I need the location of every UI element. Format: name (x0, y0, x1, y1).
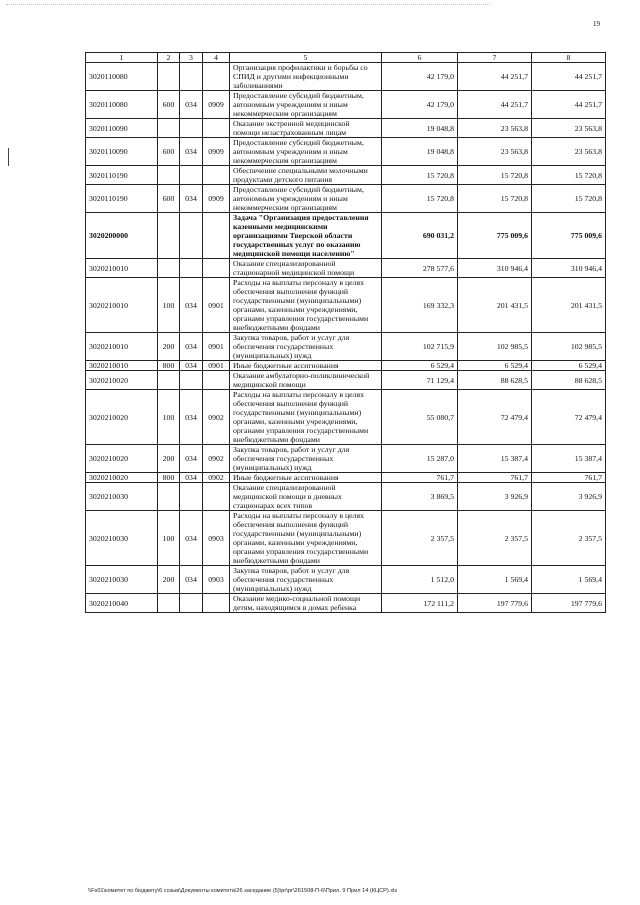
row-section: 0902 (203, 390, 230, 445)
row-expense-type (158, 483, 180, 511)
row-value-6: 1 512,0 (382, 566, 458, 594)
table-row (86, 333, 606, 361)
row-code: 3020210020 (86, 445, 158, 473)
row-code: 3020210030 (86, 566, 158, 594)
row-code: 3020210010 (86, 278, 158, 333)
col-header-2: 2 (158, 53, 180, 63)
table-row (86, 138, 606, 166)
row-name: Предоставление субсидий бюджетным, автономным учреждениям и иным некоммерческим организациям (230, 91, 382, 119)
row-department: 034 (180, 278, 203, 333)
header-row (86, 53, 606, 63)
row-department (180, 119, 203, 138)
row-value-8: 1 569,4 (532, 566, 606, 594)
row-name: Оказание амбулаторно-поликлинической медицинской помощи (230, 371, 382, 390)
row-name: Оказание экстренной медицинской помощи незастрахованным лицам (230, 119, 382, 138)
row-code: 3020210030 (86, 483, 158, 511)
row-value-7: 88 628,5 (458, 371, 532, 390)
row-name: Оказание специализированной медицинской помощи в дневных стационарах всех типов (230, 483, 382, 511)
row-name: Оказание специализированной стационарной медицинской помощи (230, 259, 382, 278)
row-expense-type (158, 119, 180, 138)
table-row (86, 91, 606, 119)
row-value-7: 23 563,8 (458, 138, 532, 166)
row-name: Предоставление субсидий бюджетным, автономным учреждениям и иным некоммерческим организациям (230, 138, 382, 166)
row-section (203, 371, 230, 390)
row-department: 034 (180, 390, 203, 445)
row-value-7: 761,7 (458, 473, 532, 483)
row-section: 0903 (203, 511, 230, 566)
row-department: 034 (180, 511, 203, 566)
col-header-1: 1 (86, 53, 158, 63)
row-section (203, 594, 230, 613)
row-value-6: 15 287,0 (382, 445, 458, 473)
row-expense-type: 600 (158, 91, 180, 119)
row-value-7: 15 720,8 (458, 185, 532, 213)
row-value-7: 1 569,4 (458, 566, 532, 594)
row-department: 034 (180, 361, 203, 371)
row-code: 3020210010 (86, 333, 158, 361)
row-value-6: 55 080,7 (382, 390, 458, 445)
row-section (203, 213, 230, 259)
row-value-7: 2 357,5 (458, 511, 532, 566)
row-department: 034 (180, 333, 203, 361)
row-section: 0902 (203, 473, 230, 483)
row-expense-type (158, 371, 180, 390)
row-value-8: 23 563,8 (532, 138, 606, 166)
scan-artifact-line (6, 4, 490, 6)
col-header-3: 3 (180, 53, 203, 63)
row-department: 034 (180, 185, 203, 213)
row-value-8: 23 563,8 (532, 119, 606, 138)
row-code: 3020210020 (86, 473, 158, 483)
row-expense-type: 800 (158, 473, 180, 483)
table-row (86, 566, 606, 594)
row-value-8: 2 357,5 (532, 511, 606, 566)
row-department (180, 594, 203, 613)
row-value-8: 44 251,7 (532, 63, 606, 91)
table-row (86, 213, 606, 259)
row-expense-type: 800 (158, 361, 180, 371)
row-code: 3020110080 (86, 91, 158, 119)
row-value-8: 44 251,7 (532, 91, 606, 119)
table-row (86, 119, 606, 138)
row-name: Расходы на выплаты персоналу в целях обеспечения выполнения функций государственными (муниципальными) органами, казенными учреждениями, органами управления государственными внебюджетными фондами (230, 278, 382, 333)
row-section (203, 166, 230, 185)
row-value-7: 3 926,9 (458, 483, 532, 511)
row-value-7: 775 009,6 (458, 213, 532, 259)
row-value-6: 278 577,6 (382, 259, 458, 278)
table-row (86, 371, 606, 390)
row-value-6: 172 111,2 (382, 594, 458, 613)
table-row (86, 166, 606, 185)
row-expense-type: 200 (158, 333, 180, 361)
row-value-7: 44 251,7 (458, 91, 532, 119)
row-code: 3020210010 (86, 259, 158, 278)
row-name: Организация профилактики и борьбы со СПИД и другими инфекционными заболеваниями (230, 63, 382, 91)
row-expense-type (158, 213, 180, 259)
row-value-6: 690 031,2 (382, 213, 458, 259)
row-name: Иные бюджетные ассигнования (230, 361, 382, 371)
row-name: Расходы на выплаты персоналу в целях обеспечения выполнения функций государственными (муниципальными) органами, казенными учреждениями, органами управления государственными внебюджетными фондами (230, 511, 382, 566)
row-name: Задача "Организация предоставления казенными медицинскими организациями Тверской области государственных услуг по оказанию медицинской помощи населению" (230, 213, 382, 259)
row-code: 3020210020 (86, 371, 158, 390)
row-value-8: 15 387,4 (532, 445, 606, 473)
row-value-7: 15 720,8 (458, 166, 532, 185)
row-expense-type: 600 (158, 185, 180, 213)
row-section: 0909 (203, 138, 230, 166)
row-value-6: 15 720,8 (382, 185, 458, 213)
row-value-7: 15 387,4 (458, 445, 532, 473)
row-value-6: 761,7 (382, 473, 458, 483)
row-value-6: 71 129,4 (382, 371, 458, 390)
row-value-8: 15 720,8 (532, 166, 606, 185)
row-section (203, 483, 230, 511)
row-section (203, 119, 230, 138)
table-row (86, 390, 606, 445)
row-value-7: 44 251,7 (458, 63, 532, 91)
row-department (180, 166, 203, 185)
row-value-6: 6 529,4 (382, 361, 458, 371)
table-row (86, 259, 606, 278)
row-value-8: 102 985,5 (532, 333, 606, 361)
row-value-8: 201 431,5 (532, 278, 606, 333)
row-section: 0901 (203, 361, 230, 371)
table-row (86, 185, 606, 213)
row-code: 3020210030 (86, 511, 158, 566)
file-path-footer: \\Fs01\комитет по бюджету\6 созыв\Документы комитета\26 заседание (5)\рг\рг\261508-П-6\Прил. 9 Прил 14 (КЦСР).xls (88, 888, 398, 894)
row-section: 0902 (203, 445, 230, 473)
row-name: Закупка товаров, работ и услуг для обеспечения государственных (муниципальных) нужд (230, 333, 382, 361)
row-expense-type (158, 166, 180, 185)
row-value-7: 102 985,5 (458, 333, 532, 361)
row-value-8: 761,7 (532, 473, 606, 483)
row-department (180, 259, 203, 278)
row-department: 034 (180, 473, 203, 483)
row-expense-type: 100 (158, 511, 180, 566)
row-name: Предоставление субсидий бюджетным, автономным учреждениям и иным некоммерческим организациям (230, 185, 382, 213)
row-value-6: 42 179,0 (382, 91, 458, 119)
row-name: Оказание медико-социальной помощи детям, находящимся в домах ребенка (230, 594, 382, 613)
row-value-8: 310 946,4 (532, 259, 606, 278)
row-department (180, 371, 203, 390)
row-expense-type (158, 63, 180, 91)
row-value-6: 3 869,5 (382, 483, 458, 511)
row-value-8: 197 779,6 (532, 594, 606, 613)
row-value-6: 102 715,9 (382, 333, 458, 361)
row-code: 3020210020 (86, 390, 158, 445)
row-code: 3020110190 (86, 185, 158, 213)
row-value-8: 88 628,5 (532, 371, 606, 390)
row-section: 0901 (203, 278, 230, 333)
row-section: 0909 (203, 91, 230, 119)
row-department (180, 63, 203, 91)
table-row (86, 445, 606, 473)
col-header-5: 5 (230, 53, 382, 63)
row-department: 034 (180, 91, 203, 119)
row-expense-type (158, 594, 180, 613)
table-row (86, 594, 606, 613)
row-value-6: 2 357,5 (382, 511, 458, 566)
row-value-6: 42 179,0 (382, 63, 458, 91)
table-row (86, 511, 606, 566)
table-row (86, 278, 606, 333)
row-value-6: 15 720,8 (382, 166, 458, 185)
scan-artifact-mark (8, 148, 9, 166)
row-value-7: 201 431,5 (458, 278, 532, 333)
row-name: Обеспечение специальными молочными продуктами детского питания (230, 166, 382, 185)
row-value-8: 775 009,6 (532, 213, 606, 259)
row-name: Закупка товаров, работ и услуг для обеспечения государственных (муниципальных) нужд (230, 566, 382, 594)
row-value-8: 3 926,9 (532, 483, 606, 511)
row-value-8: 15 720,8 (532, 185, 606, 213)
row-section: 0909 (203, 185, 230, 213)
row-value-6: 19 048,8 (382, 138, 458, 166)
row-expense-type: 200 (158, 445, 180, 473)
row-department (180, 483, 203, 511)
row-value-6: 169 332,3 (382, 278, 458, 333)
col-header-6: 6 (382, 53, 458, 63)
row-section: 0903 (203, 566, 230, 594)
row-section: 0901 (203, 333, 230, 361)
row-department (180, 213, 203, 259)
row-code: 3020210010 (86, 361, 158, 371)
row-expense-type: 200 (158, 566, 180, 594)
table-row (86, 63, 606, 91)
row-value-8: 72 479,4 (532, 390, 606, 445)
row-code: 3020110080 (86, 63, 158, 91)
row-expense-type: 600 (158, 138, 180, 166)
row-value-6: 19 048,8 (382, 119, 458, 138)
row-section (203, 63, 230, 91)
row-code: 3020200000 (86, 213, 158, 259)
row-department: 034 (180, 138, 203, 166)
row-department: 034 (180, 566, 203, 594)
row-code: 3020210040 (86, 594, 158, 613)
col-header-8: 8 (532, 53, 606, 63)
row-section (203, 259, 230, 278)
budget-table (85, 52, 606, 613)
row-name: Расходы на выплаты персоналу в целях обеспечения выполнения функций государственными (муниципальными) органами, казенными учреждениями, органами управления государственными внебюджетными фондами (230, 390, 382, 445)
page-number: 19 (593, 20, 600, 28)
row-value-7: 6 529,4 (458, 361, 532, 371)
col-header-7: 7 (458, 53, 532, 63)
row-value-7: 197 779,6 (458, 594, 532, 613)
table-row (86, 361, 606, 371)
row-value-7: 23 563,8 (458, 119, 532, 138)
row-code: 3020110090 (86, 119, 158, 138)
row-code: 3020110090 (86, 138, 158, 166)
row-name: Закупка товаров, работ и услуг для обеспечения государственных (муниципальных) нужд (230, 445, 382, 473)
row-code: 3020110190 (86, 166, 158, 185)
row-expense-type (158, 259, 180, 278)
table-body (86, 63, 606, 613)
row-value-8: 6 529,4 (532, 361, 606, 371)
col-header-4: 4 (203, 53, 230, 63)
row-expense-type: 100 (158, 390, 180, 445)
row-value-7: 310 946,4 (458, 259, 532, 278)
table-row (86, 483, 606, 511)
row-value-7: 72 479,4 (458, 390, 532, 445)
row-expense-type: 100 (158, 278, 180, 333)
row-department: 034 (180, 445, 203, 473)
row-name: Иные бюджетные ассигнования (230, 473, 382, 483)
table-row (86, 473, 606, 483)
